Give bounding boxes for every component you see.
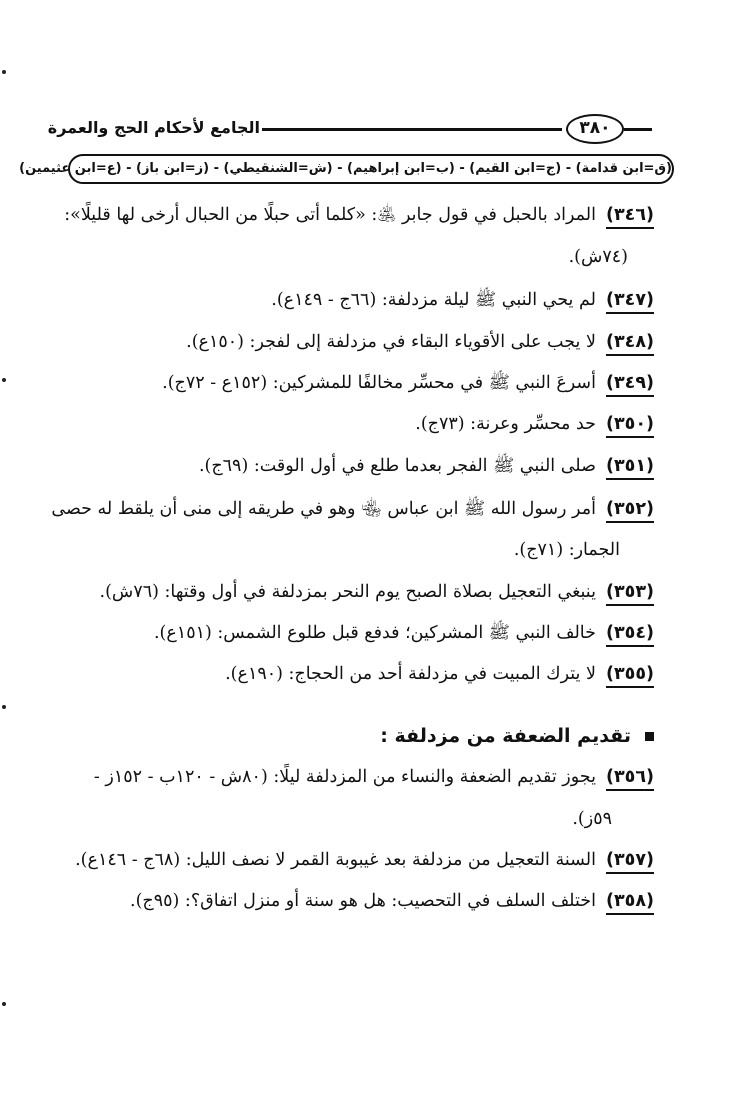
item-number: (٣٥١) [606, 455, 654, 480]
item-number: (٣٤٩) [606, 372, 654, 397]
header-rule [624, 128, 652, 131]
item-text: يجوز تقديم الضعفة والنساء من المزدلفة ليلًا: (٨٠ش - ١٢٠ب - ١٥٢ز - [93, 767, 596, 787]
item-text: المراد بالحبل في قول جابر ﵁: «كلما أتى حبلًا من الحبال أرخى لها قليلًا»: [64, 205, 596, 225]
item-text: صلى النبي ﷺ الفجر بعدما طلع في أول الوقت: (٦٩ج). [198, 456, 596, 476]
list-item [64, 194, 654, 236]
page-number: ٣٨٠ [566, 114, 624, 144]
item-text: أمر رسول الله ﷺ ابن عباس ﵄ وهو في طريقه إلى منى أن يلقط له حصى [51, 499, 596, 519]
item-text: لا يجب على الأقوياء البقاء في مزدلفة إلى لفجر: (١٥٠ع). [186, 332, 596, 352]
item-text: ينبغي التعجيل بصلاة الصبح يوم النحر بمزدلفة في أول وقتها: (٧٦ش). [99, 582, 596, 602]
item-number: (٣٥٧) [606, 849, 654, 874]
section-heading [380, 718, 654, 754]
item-continuation: الجمار: (٧١ج). [513, 540, 620, 560]
item-number: (٣٥٣) [606, 581, 654, 606]
item-text: خالف النبي ﷺ المشركين؛ فدفع قبل طلوع الشمس: (١٥١ع). [153, 623, 596, 643]
item-number: (٣٤٦) [606, 204, 654, 229]
item-number: (٣٤٧) [606, 289, 654, 314]
item-number: (٣٤٨) [606, 331, 654, 356]
item-number: (٣٥٠) [606, 413, 654, 438]
list-item [186, 321, 654, 363]
item-number: (٣٥٢) [606, 498, 654, 523]
scan-mark [2, 1002, 6, 1006]
item-text: اختلف السلف في التحصيب: هل هو سنة أو منزل اتفاق؟: (٩٥ج). [130, 891, 596, 911]
list-item [130, 880, 654, 922]
header-rule [262, 128, 562, 131]
scan-mark [2, 705, 6, 709]
scan-mark [2, 70, 6, 74]
list-item [75, 839, 654, 881]
section-heading-text: تقديم الضعفة من مزدلفة : [380, 725, 631, 747]
item-text: لم يحي النبي ﷺ ليلة مزدلفة: (٦٦ج - ١٤٩ع). [271, 290, 596, 310]
list-item [100, 571, 654, 613]
scan-mark [2, 378, 6, 382]
abbreviation-legend: (ق=ابن قدامة) - (ج=ابن القيم) - (ب=ابن إبراهيم) - (ش=الشنقيطي) - (ز=ابن باز) - (ع=ابن عثيمين) [68, 154, 674, 184]
item-continuation: (٧٤ش). [568, 247, 628, 267]
item-text: أسرعَ النبي ﷺ في محسِّر مخالفًا للمشركين: (١٥٢ع - ٧٢ج). [162, 373, 596, 393]
list-item [415, 403, 654, 445]
list-item [225, 653, 654, 695]
item-number: (٣٥٨) [606, 890, 654, 915]
list-item [199, 445, 654, 487]
book-title: الجامع لأحكام الحج والعمرة [47, 118, 260, 137]
list-item [162, 362, 654, 404]
list-item [51, 488, 654, 530]
list-item [271, 279, 654, 321]
square-bullet-icon [645, 732, 654, 741]
list-item [154, 612, 654, 654]
item-text: لا يترك المبيت في مزدلفة أحد من الحجاج: (١٩٠ع). [225, 664, 596, 684]
item-continuation: ٥٩ز). [572, 809, 612, 829]
item-text: حد محسِّر وعرنة: (٧٣ج). [415, 414, 596, 434]
item-text: السنة التعجيل من مزدلفة بعد غيبوبة القمر لا نصف الليل: (٦٨ج - ١٤٦ع). [75, 850, 596, 870]
item-number: (٣٥٥) [606, 663, 654, 688]
list-item [94, 756, 654, 798]
item-number: (٣٥٤) [606, 622, 654, 647]
item-number: (٣٥٦) [606, 766, 654, 791]
